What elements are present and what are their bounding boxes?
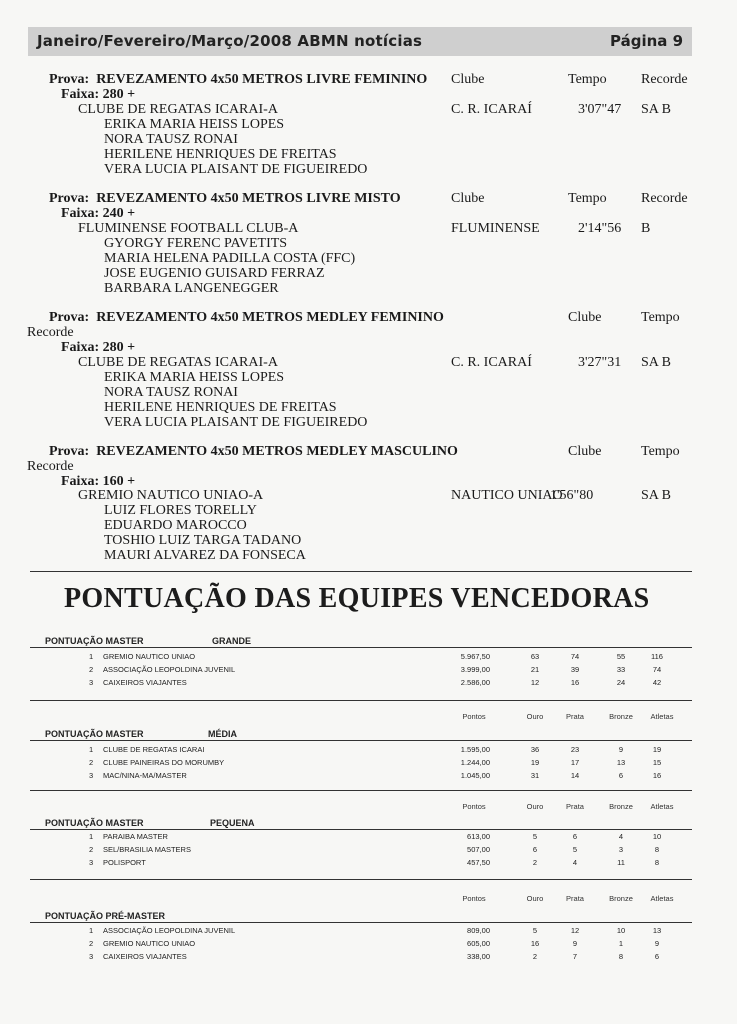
row-bronze: 13 <box>616 758 626 767</box>
row-atletas: 42 <box>652 678 662 687</box>
row-atletas: 13 <box>652 926 662 935</box>
row-bronze: 1 <box>618 939 624 948</box>
row-pontos: 507,00 <box>467 845 490 854</box>
team-name: GREMIO NAUTICO UNIAO-A <box>78 488 264 503</box>
row-team: GREMIO NAUTICO UNIAO <box>103 939 196 948</box>
faixa-line <box>61 475 135 489</box>
faixa-label: Faixa: <box>61 87 100 102</box>
row-prata: 7 <box>572 952 578 961</box>
row-position: 3 <box>89 952 94 961</box>
row-prata: 74 <box>570 652 580 661</box>
member: HERILENE HENRIQUES DE FREITAS <box>104 400 337 415</box>
team-clube: C. R. ICARAÍ <box>451 102 532 117</box>
member: NORA TAUSZ RONAI <box>104 385 238 400</box>
standings-category: PEQUENA <box>210 818 255 828</box>
row-pontos: 1.045,00 <box>460 771 490 780</box>
row-team: MAC/NINA-MA/MASTER <box>103 771 187 780</box>
faixa-value: 160 + <box>102 474 136 489</box>
row-pontos: 613,00 <box>467 832 490 841</box>
col-atletas: Atletas <box>650 802 674 811</box>
faixa-line <box>61 88 135 102</box>
faixa-value: 240 + <box>102 206 136 221</box>
col-recorde-label: Recorde <box>641 191 688 206</box>
team-tempo: 3'27"31 <box>578 355 622 370</box>
row-prata: 16 <box>570 678 580 687</box>
row-atletas: 15 <box>652 758 662 767</box>
member: JOSE EUGENIO GUISARD FERRAZ <box>104 266 325 281</box>
row-bronze: 8 <box>618 952 624 961</box>
row-bronze: 6 <box>618 771 624 780</box>
member: GYORGY FERENC PAVETITS <box>104 236 288 251</box>
faixa-line <box>61 207 135 221</box>
member: TOSHIO LUIZ TARGA TADANO <box>104 533 302 548</box>
member: VERA LUCIA PLAISANT DE FIGUEIREDO <box>104 415 368 430</box>
team-clube: FLUMINENSE <box>451 221 540 236</box>
standings-category: MÉDIA <box>208 729 237 739</box>
member: LUIZ FLORES TORELLY <box>104 503 257 518</box>
standings-label: PONTUAÇÃO PRÉ-MASTER <box>45 911 166 921</box>
faixa-label: Faixa: <box>61 474 100 489</box>
row-prata: 23 <box>570 745 580 754</box>
team-name: FLUMINENSE FOOTBALL CLUB-A <box>78 221 299 236</box>
col-recorde-label: Recorde <box>27 325 74 340</box>
col-tempo-label: Tempo <box>641 444 680 459</box>
row-team: CAIXEIROS VIAJANTES <box>103 678 187 687</box>
row-team: ASSOCIAÇÃO LEOPOLDINA JUVENIL <box>103 665 236 674</box>
row-ouro: 19 <box>530 758 540 767</box>
row-prata: 12 <box>570 926 580 935</box>
row-pontos: 809,00 <box>467 926 490 935</box>
standings-label: PONTUAÇÃO MASTER <box>45 636 144 646</box>
col-bronze: Bronze <box>609 894 633 903</box>
prova-label: Prova: <box>49 310 90 325</box>
team-tempo: 3'07"47 <box>578 102 622 117</box>
row-atletas: 74 <box>652 665 662 674</box>
col-recorde-label: Recorde <box>641 72 688 87</box>
row-position: 3 <box>89 771 94 780</box>
prova-line <box>49 311 444 325</box>
col-pontos: Pontos <box>462 894 486 903</box>
row-bronze: 3 <box>618 845 624 854</box>
row-ouro: 16 <box>530 939 540 948</box>
row-position: 2 <box>89 665 94 674</box>
row-ouro: 5 <box>532 926 538 935</box>
row-atletas: 16 <box>652 771 662 780</box>
row-position: 2 <box>89 939 94 948</box>
col-pontos: Pontos <box>462 802 486 811</box>
header-issue-title: Janeiro/Fevereiro/Março/2008 ABMN notícias <box>37 32 423 50</box>
table-rule <box>30 829 692 830</box>
table-rule <box>30 700 692 701</box>
row-team: PARAIBA MASTER <box>103 832 168 841</box>
col-prata: Prata <box>566 802 584 811</box>
row-prata: 5 <box>572 845 578 854</box>
row-bronze: 11 <box>617 858 625 867</box>
row-ouro: 12 <box>530 678 540 687</box>
prova-label: Prova: <box>49 444 90 459</box>
col-ouro: Ouro <box>526 712 544 721</box>
row-bronze: 33 <box>616 665 626 674</box>
col-prata: Prata <box>566 894 584 903</box>
col-atletas: Atletas <box>650 712 674 721</box>
row-atletas: 10 <box>652 832 662 841</box>
standings-category: GRANDE <box>212 636 252 646</box>
row-pontos: 5.967,50 <box>460 652 490 661</box>
col-tempo-label: Tempo <box>568 191 607 206</box>
col-recorde-label: Recorde <box>27 459 74 474</box>
row-pontos: 1.595,00 <box>460 745 490 754</box>
prova-label: Prova: <box>49 72 90 87</box>
row-pontos: 457,50 <box>467 858 490 867</box>
col-pontos: Pontos <box>462 712 486 721</box>
team-recorde: B <box>641 221 651 236</box>
row-pontos: 1.244,00 <box>460 758 490 767</box>
row-ouro: 6 <box>532 845 538 854</box>
member: ERIKA MARIA HEISS LOPES <box>104 370 285 385</box>
team-tempo: 2'14"56 <box>578 221 622 236</box>
col-clube-label: Clube <box>568 310 602 325</box>
team-name: CLUBE DE REGATAS ICARAI-A <box>78 355 278 370</box>
row-position: 3 <box>89 858 94 867</box>
col-tempo-label: Tempo <box>641 310 680 325</box>
standings-title: PONTUAÇÃO DAS EQUIPES VENCEDORAS <box>64 583 650 614</box>
col-bronze: Bronze <box>609 802 633 811</box>
row-position: 1 <box>89 926 94 935</box>
row-pontos: 2.586,00 <box>460 678 490 687</box>
table-rule <box>30 740 692 741</box>
row-bronze: 9 <box>618 745 624 754</box>
row-team: CLUBE PAINEIRAS DO MORUMBY <box>103 758 225 767</box>
row-ouro: 31 <box>530 771 540 780</box>
team-clube: C. R. ICARAÍ <box>451 355 532 370</box>
row-ouro: 5 <box>532 832 538 841</box>
row-team: POLISPORT <box>103 858 146 867</box>
table-rule <box>30 647 692 648</box>
row-atletas: 8 <box>654 845 660 854</box>
table-rule <box>30 922 692 923</box>
col-atletas: Atletas <box>650 894 674 903</box>
row-atletas: 8 <box>654 858 660 867</box>
row-pontos: 3.999,00 <box>460 665 490 674</box>
col-ouro: Ouro <box>526 894 544 903</box>
col-tempo-label: Tempo <box>568 72 607 87</box>
row-ouro: 2 <box>532 858 538 867</box>
row-ouro: 63 <box>530 652 540 661</box>
team-tempo: 1'56"80 <box>550 488 594 503</box>
section-divider <box>30 571 692 572</box>
row-team: GREMIO NAUTICO UNIAO <box>103 652 196 661</box>
row-team: CAIXEIROS VIAJANTES <box>103 952 187 961</box>
table-rule <box>30 879 692 880</box>
col-clube-label: Clube <box>451 191 485 206</box>
row-ouro: 21 <box>530 665 540 674</box>
team-recorde: SA B <box>641 488 671 503</box>
col-clube-label: Clube <box>451 72 485 87</box>
row-team: SEL/BRASILIA MASTERS <box>103 845 191 854</box>
prova-title: REVEZAMENTO 4x50 METROS MEDLEY FEMININO <box>96 310 444 325</box>
row-position: 1 <box>89 745 94 754</box>
row-ouro: 36 <box>530 745 540 754</box>
member: NORA TAUSZ RONAI <box>104 132 238 147</box>
prova-label: Prova: <box>49 191 90 206</box>
row-team: CLUBE DE REGATAS ICARAI <box>103 745 205 754</box>
header-page-number: Página 9 <box>610 32 684 50</box>
member: BARBARA LANGENEGGER <box>104 281 279 296</box>
row-prata: 39 <box>570 665 580 674</box>
faixa-label: Faixa: <box>61 340 100 355</box>
row-prata: 9 <box>572 939 578 948</box>
member: HERILENE HENRIQUES DE FREITAS <box>104 147 337 162</box>
faixa-value: 280 + <box>102 340 136 355</box>
col-ouro: Ouro <box>526 802 544 811</box>
row-position: 1 <box>89 832 94 841</box>
row-prata: 17 <box>570 758 580 767</box>
table-rule <box>30 790 692 791</box>
col-clube-label: Clube <box>568 444 602 459</box>
member: EDUARDO MAROCCO <box>104 518 247 533</box>
row-bronze: 10 <box>616 926 626 935</box>
faixa-label: Faixa: <box>61 206 100 221</box>
standings-label: PONTUAÇÃO MASTER <box>45 818 144 828</box>
row-ouro: 2 <box>532 952 538 961</box>
row-pontos: 605,00 <box>467 939 490 948</box>
row-bronze: 24 <box>616 678 626 687</box>
row-atletas: 9 <box>654 939 660 948</box>
team-recorde: SA B <box>641 355 671 370</box>
team-name: CLUBE DE REGATAS ICARAI-A <box>78 102 278 117</box>
member: VERA LUCIA PLAISANT DE FIGUEIREDO <box>104 162 368 177</box>
prova-line <box>49 445 458 459</box>
row-position: 2 <box>89 845 94 854</box>
member: MAURI ALVAREZ DA FONSECA <box>104 548 306 563</box>
row-atletas: 19 <box>652 745 662 754</box>
member: ERIKA MARIA HEISS LOPES <box>104 117 285 132</box>
prova-line <box>49 73 427 87</box>
row-position: 3 <box>89 678 94 687</box>
row-bronze: 4 <box>618 832 624 841</box>
prova-title: REVEZAMENTO 4x50 METROS MEDLEY MASCULINO <box>96 444 458 459</box>
prova-line <box>49 192 401 206</box>
col-bronze: Bronze <box>609 712 633 721</box>
prova-title: REVEZAMENTO 4x50 METROS LIVRE FEMININO <box>96 72 428 87</box>
row-position: 1 <box>89 652 94 661</box>
faixa-value: 280 + <box>102 87 136 102</box>
row-prata: 6 <box>572 832 578 841</box>
faixa-line <box>61 341 135 355</box>
row-position: 2 <box>89 758 94 767</box>
col-prata: Prata <box>566 712 584 721</box>
standings-label: PONTUAÇÃO MASTER <box>45 729 144 739</box>
row-team: ASSOCIAÇÃO LEOPOLDINA JUVENIL <box>103 926 236 935</box>
team-clube: NAUTICO UNIAO <box>451 488 563 503</box>
row-pontos: 338,00 <box>467 952 490 961</box>
row-atletas: 6 <box>654 952 660 961</box>
row-atletas: 116 <box>651 652 663 661</box>
member: MARIA HELENA PADILLA COSTA (FFC) <box>104 251 356 266</box>
row-prata: 4 <box>572 858 578 867</box>
prova-title: REVEZAMENTO 4x50 METROS LIVRE MISTO <box>96 191 401 206</box>
team-recorde: SA B <box>641 102 671 117</box>
row-prata: 14 <box>570 771 580 780</box>
row-bronze: 55 <box>616 652 626 661</box>
